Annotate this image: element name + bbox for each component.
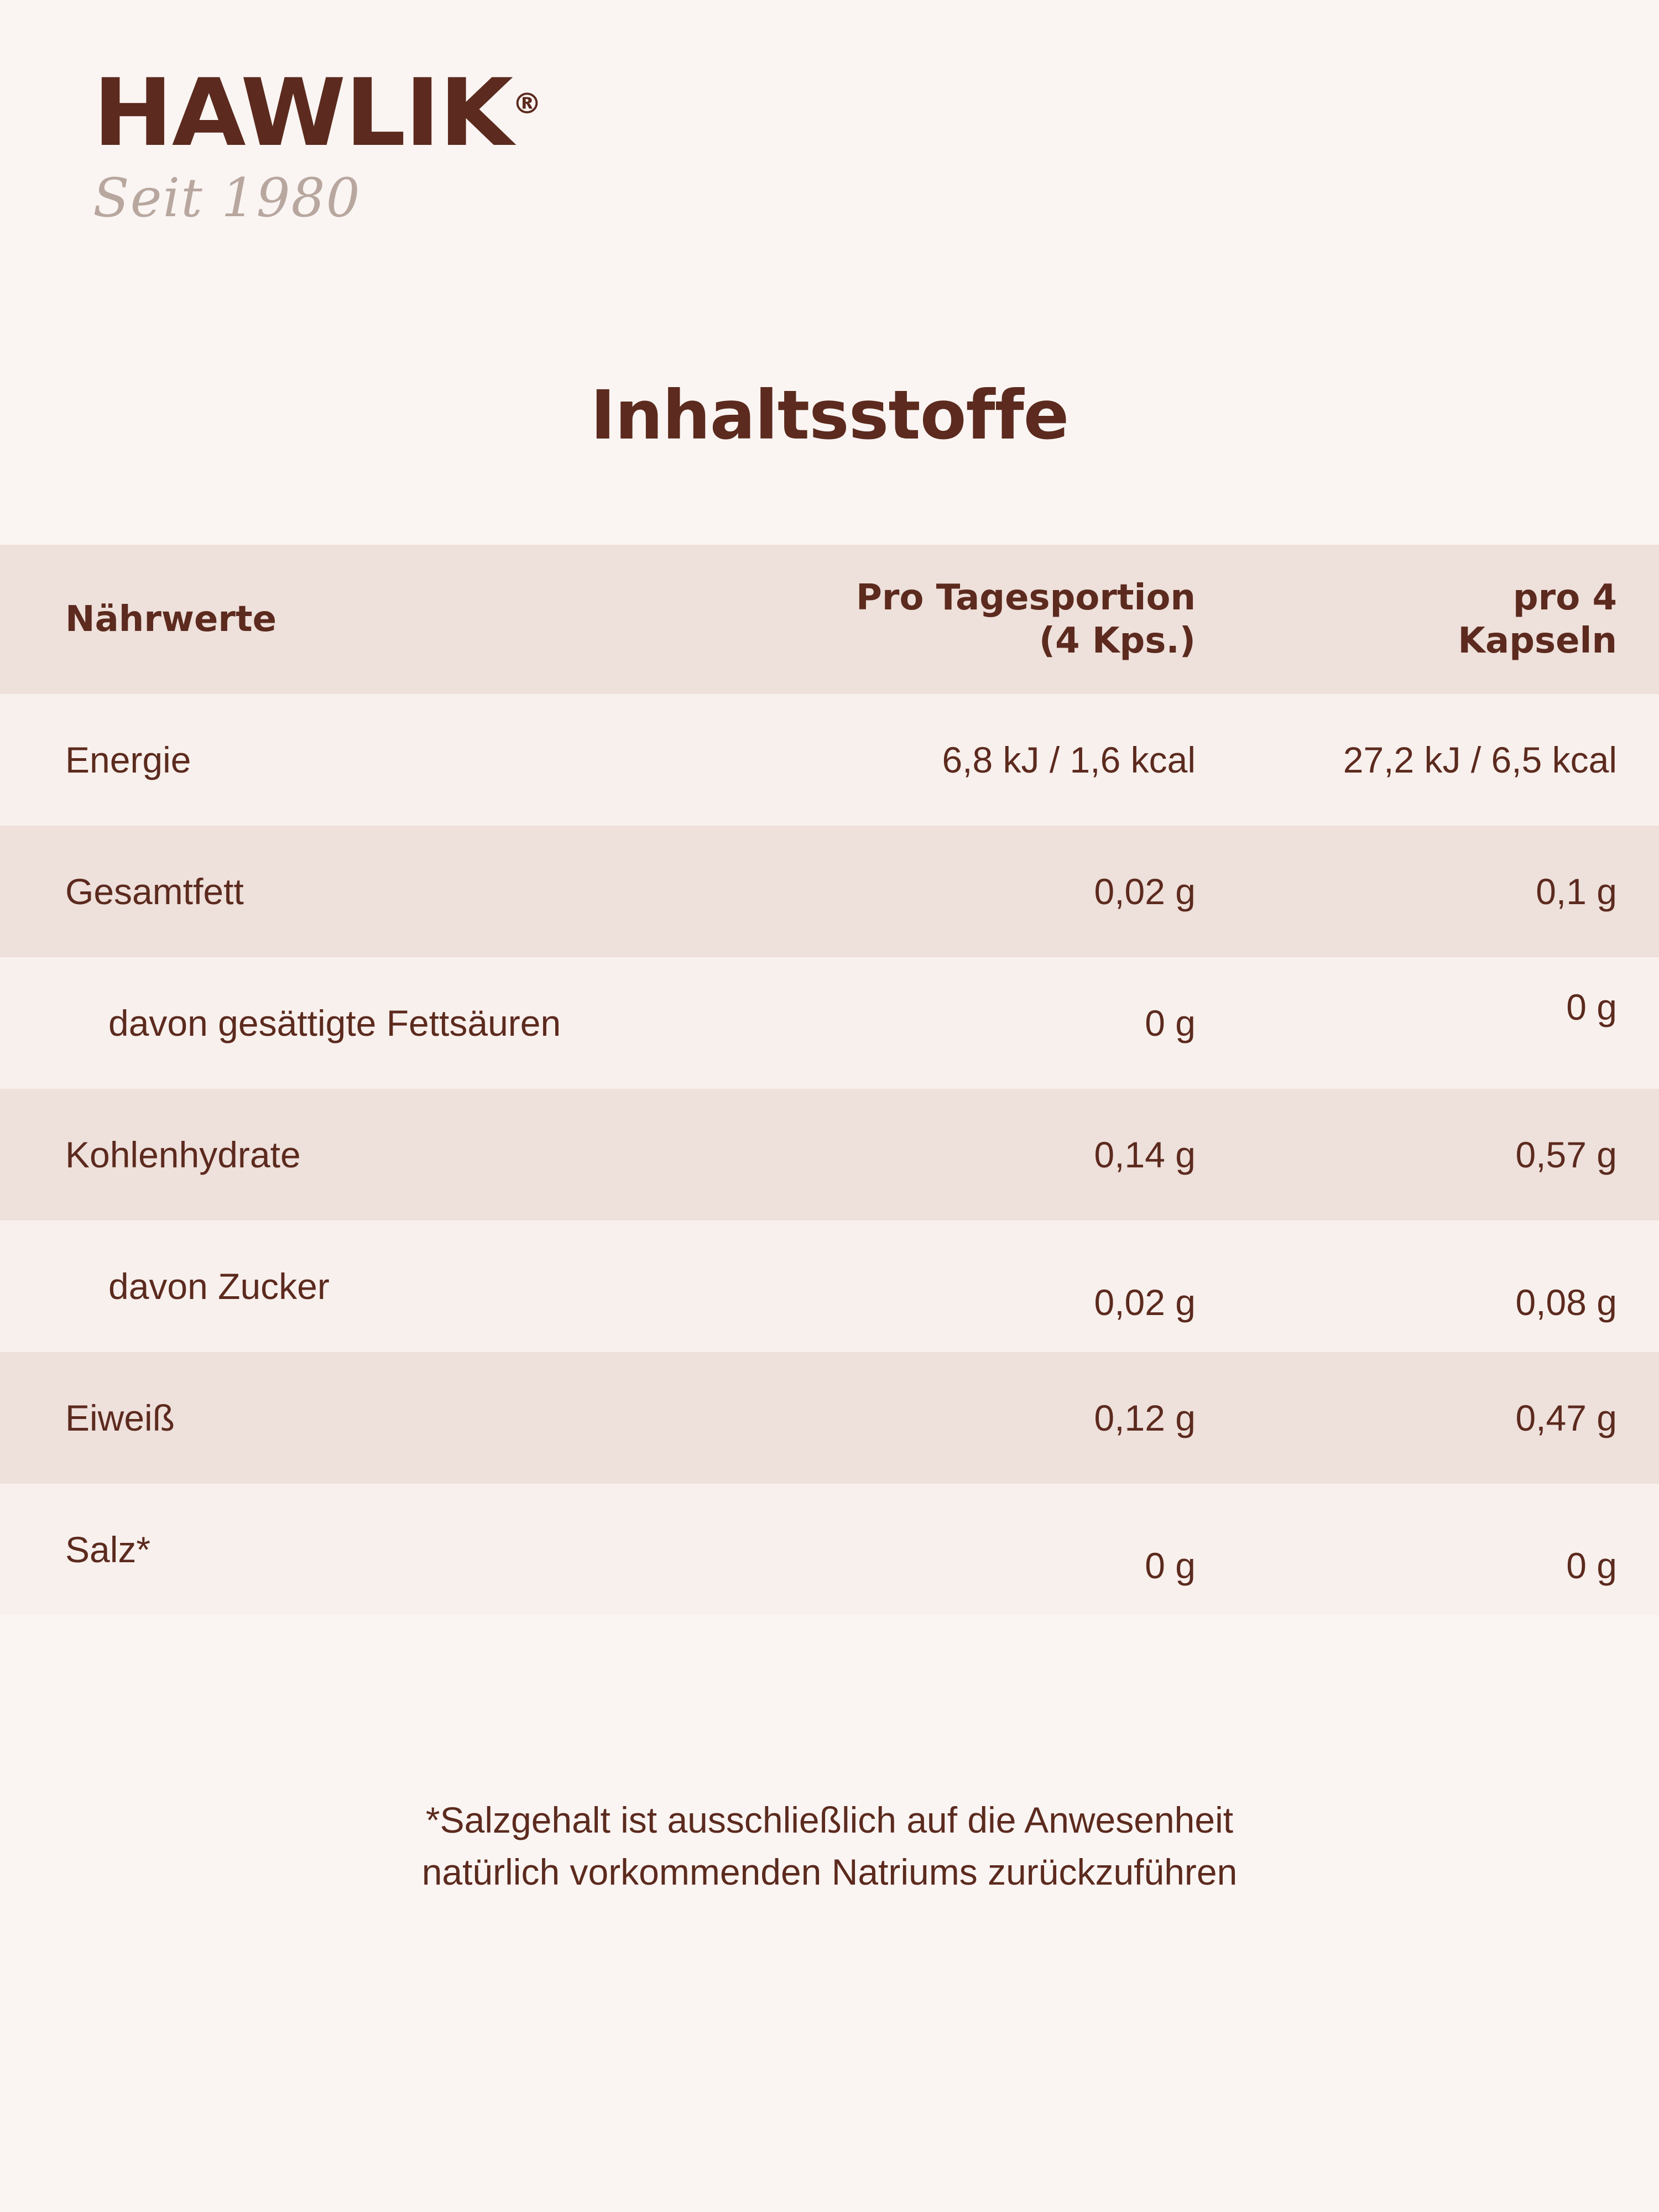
row-value-daily-portion: 0,02 g <box>1094 1282 1196 1323</box>
footnote-line-1: *Salzgehalt ist ausschließlich auf die Anwesenheit <box>425 1799 1234 1840</box>
column-header-per-daily-portion-line2: (4 Kps.) <box>1039 620 1196 661</box>
column-header-per-4-capsules-line1: pro 4 <box>1512 577 1617 618</box>
row-value-4-capsules: 0,1 g <box>1536 871 1617 912</box>
column-header-per-daily-portion <box>735 545 1217 694</box>
row-value-4-capsules: 0,57 g <box>1515 1134 1617 1175</box>
row-value-daily-portion: 0 g <box>1145 1545 1196 1586</box>
row-value-4-capsules: 0,08 g <box>1515 1282 1617 1323</box>
row-label: Eiweiß <box>65 1397 175 1438</box>
table-row <box>0 1089 1659 1220</box>
table-body <box>0 694 1659 1615</box>
column-header-nutrients: Nährwerte <box>65 598 276 640</box>
row-label: davon Zucker <box>108 1266 330 1307</box>
column-header-per-4-capsules-line2: Kapseln <box>1458 620 1617 661</box>
table-header <box>0 545 1659 694</box>
table-row <box>0 1484 1659 1615</box>
brand-name: HAWLIK <box>93 59 513 167</box>
row-value-daily-portion: 6,8 kJ / 1,6 kcal <box>942 739 1196 780</box>
brand-tagline: Seit 1980 <box>93 167 361 229</box>
row-value-daily-portion: 0 g <box>1145 1003 1196 1044</box>
row-label: Salz* <box>65 1529 151 1570</box>
row-value-4-capsules: 0 g <box>1566 1545 1617 1586</box>
nutrition-table <box>0 545 1659 1615</box>
row-label: Gesamtfett <box>65 871 244 912</box>
page-title: Inhaltsstoffe <box>590 376 1069 455</box>
row-value-daily-portion: 0,02 g <box>1094 871 1196 912</box>
brand-block <box>93 59 542 229</box>
row-label: Kohlenhydrate <box>65 1134 301 1175</box>
table-row <box>0 957 1659 1089</box>
row-value-4-capsules: 0 g <box>1566 987 1617 1027</box>
row-value-4-capsules: 0,47 g <box>1515 1397 1617 1438</box>
footnote <box>0 1794 1659 1898</box>
row-label: davon gesättigte Fettsäuren <box>108 1003 561 1044</box>
table-row <box>0 694 1659 826</box>
brand-logo <box>93 59 542 167</box>
footnote-line-2: natürlich vorkommenden Natriums zurückzuführen <box>421 1851 1238 1892</box>
row-value-daily-portion: 0,12 g <box>1094 1397 1196 1438</box>
table-row <box>0 1220 1659 1352</box>
column-header-per-daily-portion-line1: Pro Tagesportion <box>855 577 1196 618</box>
table-row <box>0 826 1659 957</box>
column-header-per-4-capsules <box>1217 545 1659 694</box>
registered-trademark-icon: ® <box>512 87 542 121</box>
table-header-row <box>0 545 1659 694</box>
row-label: Energie <box>65 739 191 780</box>
row-value-4-capsules: 27,2 kJ / 6,5 kcal <box>1343 739 1617 780</box>
row-value-daily-portion: 0,14 g <box>1094 1134 1196 1175</box>
table-row <box>0 1352 1659 1484</box>
